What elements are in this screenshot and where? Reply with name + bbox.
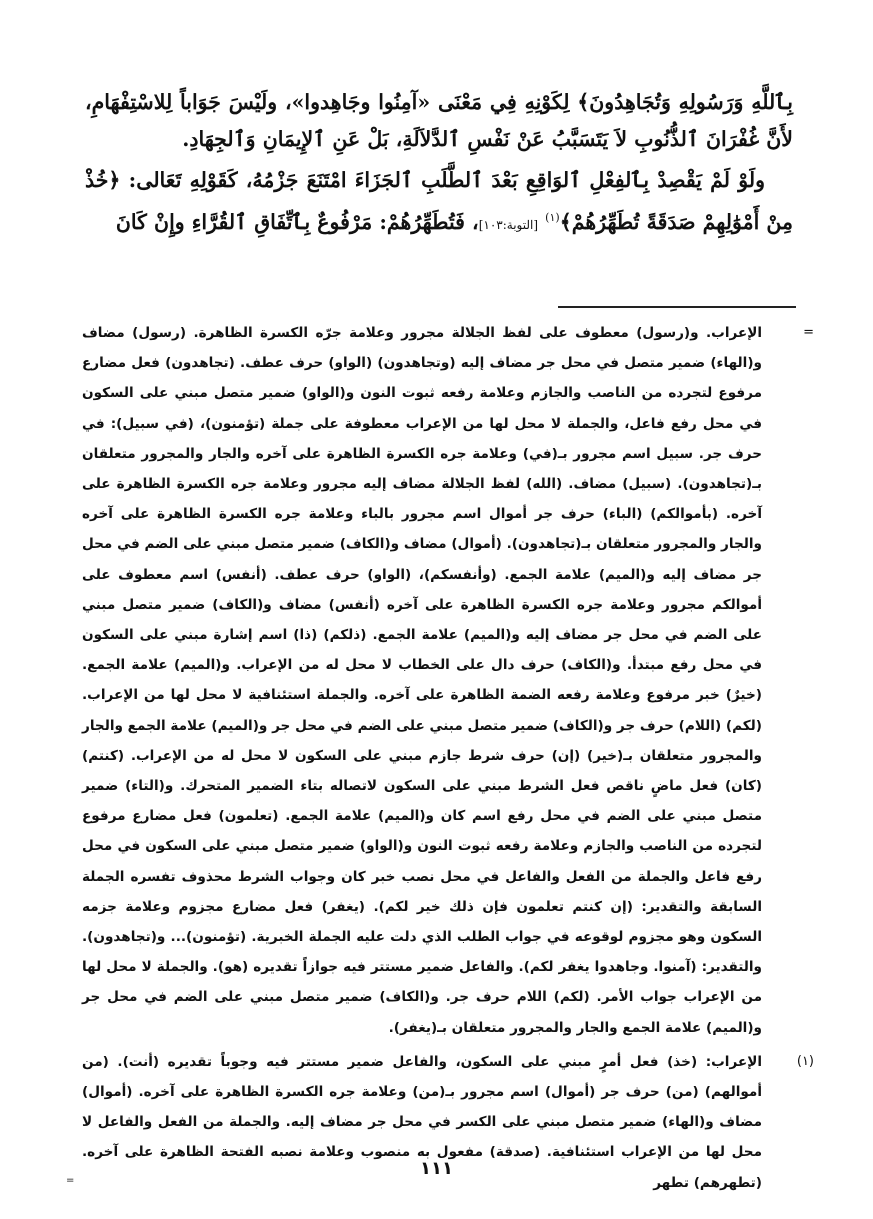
footnote-text: الإعراب. و(رسول) معطوف على لفظ الجلالة مجرور وعلامة جرّه الكسرة الظاهرة. (رسول) مضاف و(الهاء) ضمير متصل في محل جر مضاف إليه (وتجاهدون) (الواو) حرف عطف. (تجاهدون) فعل مضارع مرفوع لتجرده من الناصب والجازم وعلامة رفعه ثبوت النون و(الواو) ضمير متصل مبني على السكون في محل رفع فاعل، والجملة لا محل لها من الإعراب معطوفة على جملة (تؤمنون)، (في سبيل): في حرف جر. سبيل اسم مجرور بـ(في) وعلامة جره الكسرة الظاهرة على آخره والجار والمجرور متعلقان بـ(تجاهدون). (سبيل) مضاف. (الله) لفظ الجلالة مضاف إليه مجرور وعلامة جره الكسرة الظاهرة على آخره. (بأموالكم) (الباء) حرف جر أموال اسم مجرور بالباء وعلامة جره الكسرة الظاهرة على آخره والجار والمجرور متعلقان بـ(تجاهدون). (أموال) مضاف و(الكاف) ضمير متصل مبني على الضم في محل جر مضاف إليه و(الميم) علامة الجمع. (وأنفسكم)، (الواو) حرف عطف. (أنفس) اسم معطوف على أموالكم مجرور وعلامة جره الكسرة الظاهرة على آخره (أنفس) مضاف و(الكاف) ضمير متصل مبني على الضم في محل جر مضاف إليه و(الميم) علامة الجمع. (ذلكم) (ذا) اسم إشارة مبني على السكون في محل رفع مبتدأ. و(الكاف) حرف دال على الخطاب لا محل له من الإعراب. و(الميم) علامة الجمع. (خيرٌ) خبر مرفوع وعلامة رفعه الضمة الظاهرة على آخره. والجملة استئنافية لا محل لها من الإعراب. (لكم) (اللام) حرف جر و(الكاف) ضمير متصل مبني على الضم في محل جر و(الميم) علامة الجمع والجار والمجرور متعلقان بـ(خير) (إن) حرف شرط جازم مبني على السكون لا محل له من الإعراب. (كنتم) (كان) فعل ماضٍ ناقص فعل الشرط مبني على السكون لاتصاله بتاء الضمير المتحرك. و(التاء) ضمير متصل مبني على الضم في محل رفع اسم كان و(الميم) علامة الجمع. (تعلمون) فعل مضارع مرفوع لتجرده من الناصب والجازم وعلامة رفعه ثبوت النون و(الواو) ضمير متصل مبني على السكون في محل رفع فاعل والجملة من الفعل والفاعل في محل نصب خبر كان وجواب الشرط محذوف تفسره الجملة السابقة والتقدير: (إن كنتم تعلمون فإن ذلك خير لكم). (يغفر) فعل مضارع مجزوم وعلامة جزمه السكون وهو مجزوم لوقوعه في جواب الطلب الذي دلت عليه الجملة الخبرية. (تؤمنون)... و(تجاهدون). والتقدير: (آمنوا. وجاهدوا يغفر لكم). والفاعل ضمير مستتر فيه جوازاً تقديره (هو). والجملة لا محل لها من الإعراب جواب الأمر. (لكم) اللام حرف جر. و(الكاف) ضمير متصل مبني على الضم في محل جر و(الميم) علامة الجمع والجار والمجرور متعلقان بـ(يغفر). [82,325,762,1036]
verse-reference: [التوبة:١٠٣] [478,217,539,232]
footnote-reference[interactable]: (١) [545,211,560,224]
page-number: ١١١ [420,1158,453,1179]
main-paragraph-2-continuation: ، فَتُطَهِّرُهُمْ: مَرْفُوعٌ بِٱتِّفَاقِ ٱلقُرَّاءِ وإِنْ كَانَ [115,209,479,234]
main-paragraph-1: بِٱللَّهِ وَرَسُولِهِ وَتُجَاهِدُونَ﴾ لِكَوْنِهِ فِي مَعْنَى «آمِنُوا وجَاهِدوا»، ولَيْسَ جَوَاباً لِلاسْتِفْهَامِ، لأَنَّ غُفْرَانَ ٱلذُّنُوبِ لاَ يَتَسَبَّبُ عَنْ نَفْسِ ٱلدَّلاَلَةِ، بَلْ عَنِ ٱلإِيمَانِ وَٱلجِهَادِ. [85,90,793,151]
footnote-continues-marker: = [66,1174,75,1186]
footnote-continued [82,318,814,1043]
main-paragraph-2 [85,162,793,244]
footnotes [66,318,814,1198]
main-text [85,84,793,244]
footnote-number: (١) [796,1053,814,1069]
main-paragraph-2-text: ولَوْ لَمْ يَقْصِدْ بِٱلفِعْلِ ٱلوَاقِعِ بَعْدَ ٱلطَّلَبِ ٱلجَزَاءَ امْتَنَعَ جَزْمُهُ، كَقَوْلِهِ تَعَالى: ﴿خُذْ مِنْ أَمْوَٰلِهِمْ صَدَقَةً تُطَهِّرُهُمْ﴾ [85,168,793,234]
footnote-text: الإعراب: (خذ) فعل أمرٍ مبني على السكون، والفاعل ضمير مستتر فيه وجوباً تقديره (أنت). (من أموالهم) (من) حرف جر (أموال) اسم مجرور بـ(من) وعلامة جره الكسرة الظاهرة على آخره. (أموال) مضاف و(الهاء) ضمير متصل مبني على الكسر في محل جر مضاف إليه. والجملة من الفعل والفاعل لا محل لها من الإعراب استئنافية. (صدقة) مفعول به منصوب وعلامة نصبه الفتحة الظاهرة على آخره. (تطهرهم) تطهر [82,1053,762,1191]
footnote-separator [558,306,796,308]
footnote-continuation-marker: = [803,325,814,340]
